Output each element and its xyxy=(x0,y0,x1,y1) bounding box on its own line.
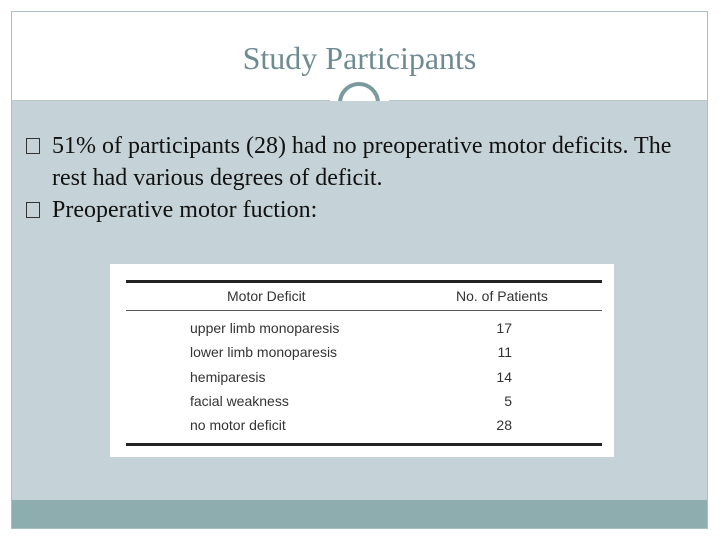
row-value: 5 xyxy=(504,393,512,409)
row-label: lower limb monoparesis xyxy=(190,344,338,360)
table-top-rule xyxy=(126,280,602,283)
row-label: hemiparesis xyxy=(190,369,266,385)
slide-frame xyxy=(11,11,708,529)
square-bullet-icon xyxy=(26,138,40,154)
slide-content xyxy=(12,101,707,501)
row-label: facial weakness xyxy=(190,393,289,409)
table-row xyxy=(110,344,614,368)
table-bottom-rule xyxy=(126,443,602,446)
row-value: 11 xyxy=(497,344,512,360)
table-header-patients: No. of Patients xyxy=(456,288,548,304)
bullet-list xyxy=(22,130,682,226)
table-row xyxy=(110,369,614,393)
footer-bar xyxy=(12,500,707,528)
row-value: 28 xyxy=(496,417,512,433)
bullet-item xyxy=(22,130,682,194)
bullet-text: Preoperative motor fuction: xyxy=(52,197,318,223)
slide-title: Study Participants xyxy=(242,40,477,76)
table-row xyxy=(110,393,614,417)
square-bullet-icon xyxy=(26,202,40,218)
row-value: 17 xyxy=(496,320,512,336)
row-label: no motor deficit xyxy=(190,417,286,433)
table-row xyxy=(110,417,614,441)
table-header-rule xyxy=(126,310,602,311)
motor-deficit-table xyxy=(110,264,614,457)
row-value: 14 xyxy=(496,369,512,385)
bullet-item xyxy=(22,194,682,226)
table-row xyxy=(110,320,614,344)
row-label: upper limb monoparesis xyxy=(190,320,340,336)
table-header-motor-deficit: Motor Deficit xyxy=(227,288,306,304)
bullet-text: 51% of participants (28) had no preoperative motor deficits. The rest had various degrees of deficit. xyxy=(52,133,672,191)
slide-header xyxy=(12,12,707,101)
